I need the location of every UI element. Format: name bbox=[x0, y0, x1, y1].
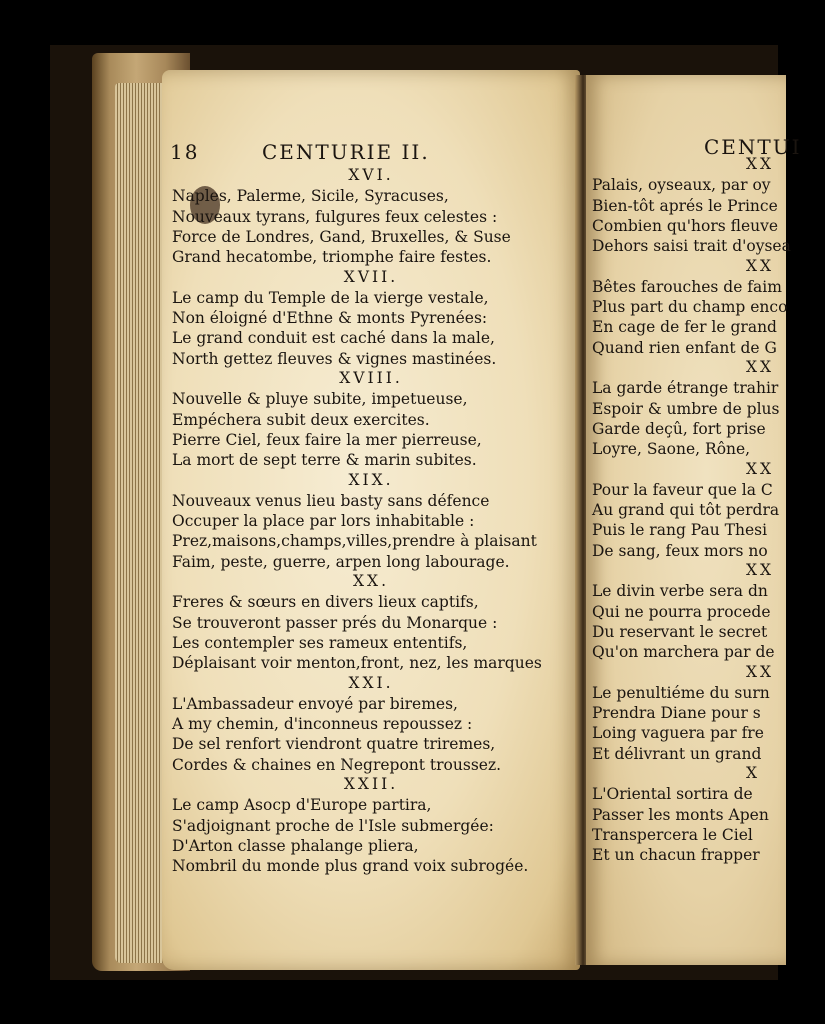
verse-line: Le divin verbe sera dn bbox=[592, 582, 768, 601]
verse-line: Faim, peste, guerre, arpen long labourage. bbox=[172, 552, 510, 571]
page-number: 18 bbox=[170, 140, 200, 164]
verse-line: Le camp du Temple de la vierge vestale, bbox=[172, 288, 489, 307]
quatrain-numeral: XXII. bbox=[343, 775, 399, 793]
verse-line: Loing vaguera par fre bbox=[592, 724, 764, 743]
verse-line: Nouveaux venus lieu basty sans défence bbox=[172, 491, 490, 510]
verse-line: Cordes & chaines en Negrepont troussez. bbox=[172, 755, 502, 774]
verse-line: De sel renfort viendront quatre triremes, bbox=[172, 735, 496, 754]
verse-line: Espoir & umbre de plus bbox=[592, 399, 780, 418]
verse-line: A my chemin, d'inconneus repoussez : bbox=[172, 715, 473, 734]
verse-line: L'Oriental sortira de bbox=[592, 785, 753, 804]
verse-line: Occuper la place par lors inhabitable : bbox=[172, 512, 475, 531]
verse-line: La mort de sept terre & marin subites. bbox=[172, 451, 477, 470]
verse-line: Qui ne pourra procede bbox=[592, 602, 771, 621]
right-running-head: CENTUI bbox=[704, 135, 802, 159]
verse-line: Transpercera le Ciel bbox=[592, 825, 753, 844]
right-page bbox=[586, 75, 802, 965]
verse-line: Et un chacun frapper bbox=[592, 846, 760, 865]
quatrain-numeral: X bbox=[746, 764, 761, 782]
verse-line: Prez,maisons,champs,villes,prendre à plaisant bbox=[172, 532, 537, 551]
verse-line: Le penultiéme du surn bbox=[592, 683, 770, 702]
left-page bbox=[162, 70, 580, 970]
quatrain-numeral: XX bbox=[746, 561, 775, 579]
verse-line: Pierre Ciel, feux faire la mer pierreuse, bbox=[172, 430, 482, 449]
quatrain-numeral: XVI. bbox=[348, 166, 394, 184]
verse-line: Prendra Diane pour s bbox=[592, 704, 761, 723]
verse-line: Dehors saisi trait d'oysea bbox=[592, 237, 791, 256]
verse-line: Bêtes farouches de faim bbox=[592, 277, 782, 296]
verse-line: Garde deçû, fort prise bbox=[592, 419, 766, 438]
verse-line: D'Arton classe phalange pliera, bbox=[172, 836, 419, 855]
verse-line: Pour la faveur que la C bbox=[592, 480, 773, 499]
verse-line: Le camp Asocp d'Europe partira, bbox=[172, 796, 432, 815]
verse-line: L'Ambassadeur envoyé par biremes, bbox=[172, 694, 458, 713]
verse-line: Quand rien enfant de G bbox=[592, 338, 777, 357]
verse-line: Palais, oyseaux, par oy bbox=[592, 176, 771, 195]
verse-line: Nombril du monde plus grand voix subrogée. bbox=[172, 857, 529, 876]
verse-line: Naples, Palerme, Sicile, Syracuses, bbox=[172, 187, 449, 206]
verse-line: Puis le rang Pau Thesi bbox=[592, 521, 768, 540]
quatrain-numeral: XX bbox=[746, 459, 775, 478]
verse-line: Le grand conduit est caché dans la male, bbox=[172, 329, 495, 348]
verse-line: Non éloigné d'Ethne & monts Pyrenées: bbox=[172, 309, 488, 328]
verse-line: Loyre, Saone, Rône, bbox=[592, 440, 751, 459]
quatrain-numeral: XX bbox=[746, 256, 775, 275]
verse-line: North gettez fleuves & vignes mastinées. bbox=[172, 349, 497, 368]
verse-line: Qu'on marchera par de bbox=[592, 643, 775, 662]
quatrain-numeral: XIX. bbox=[348, 470, 394, 489]
verse-line: Grand hecatombe, triomphe faire festes. bbox=[172, 248, 492, 267]
quatrain-numeral: XX bbox=[746, 662, 775, 681]
verse-line: Déplaisant voir menton,front, nez, les marques bbox=[172, 654, 542, 673]
verse-line: Nouvelle & pluye subite, impetueuse, bbox=[172, 390, 468, 409]
verse-line: Plus part du champ enco bbox=[592, 298, 788, 317]
verse-line: Combien qu'hors fleuve bbox=[592, 216, 779, 235]
verse-line: Empéchera subit deux exercites. bbox=[172, 410, 430, 429]
verse-line: La garde étrange trahir bbox=[592, 379, 779, 398]
verse-line: Bien-tôt aprés le Prince bbox=[592, 196, 778, 215]
quatrain-numeral: XX bbox=[746, 358, 775, 376]
verse-line: Freres & sœurs en divers lieux captifs, bbox=[172, 593, 479, 612]
verse-line: Passer les monts Apen bbox=[592, 805, 769, 824]
verse-line: Force de Londres, Gand, Bruxelles, & Suse bbox=[172, 227, 511, 246]
verse-line: S'adjoignant proche de l'Isle submergée: bbox=[172, 816, 494, 835]
verse-line: Nouveaux tyrans, fulgures feux celestes : bbox=[172, 207, 498, 226]
quatrain-numeral: XVII. bbox=[343, 267, 399, 286]
quatrain-numeral: XVIII. bbox=[339, 369, 403, 387]
verse-line: De sang, feux mors no bbox=[592, 541, 768, 560]
quatrain-numeral: XX. bbox=[353, 572, 389, 590]
verse-line: Se trouveront passer prés du Monarque : bbox=[172, 613, 498, 632]
book-photo bbox=[50, 45, 802, 980]
verse-line: Les contempler ses rameux ententifs, bbox=[172, 633, 468, 652]
verse-line: En cage de fer le grand bbox=[592, 318, 777, 337]
quatrain-numeral: XXI. bbox=[348, 673, 394, 692]
verse-line: Au grand qui tôt perdra bbox=[592, 501, 780, 520]
running-head: CENTURIE II. bbox=[262, 140, 430, 164]
verse-line: Et délivrant un grand bbox=[592, 744, 762, 763]
quatrain-numeral: XX bbox=[746, 155, 775, 173]
verse-line: Du reservant le secret bbox=[592, 622, 768, 641]
